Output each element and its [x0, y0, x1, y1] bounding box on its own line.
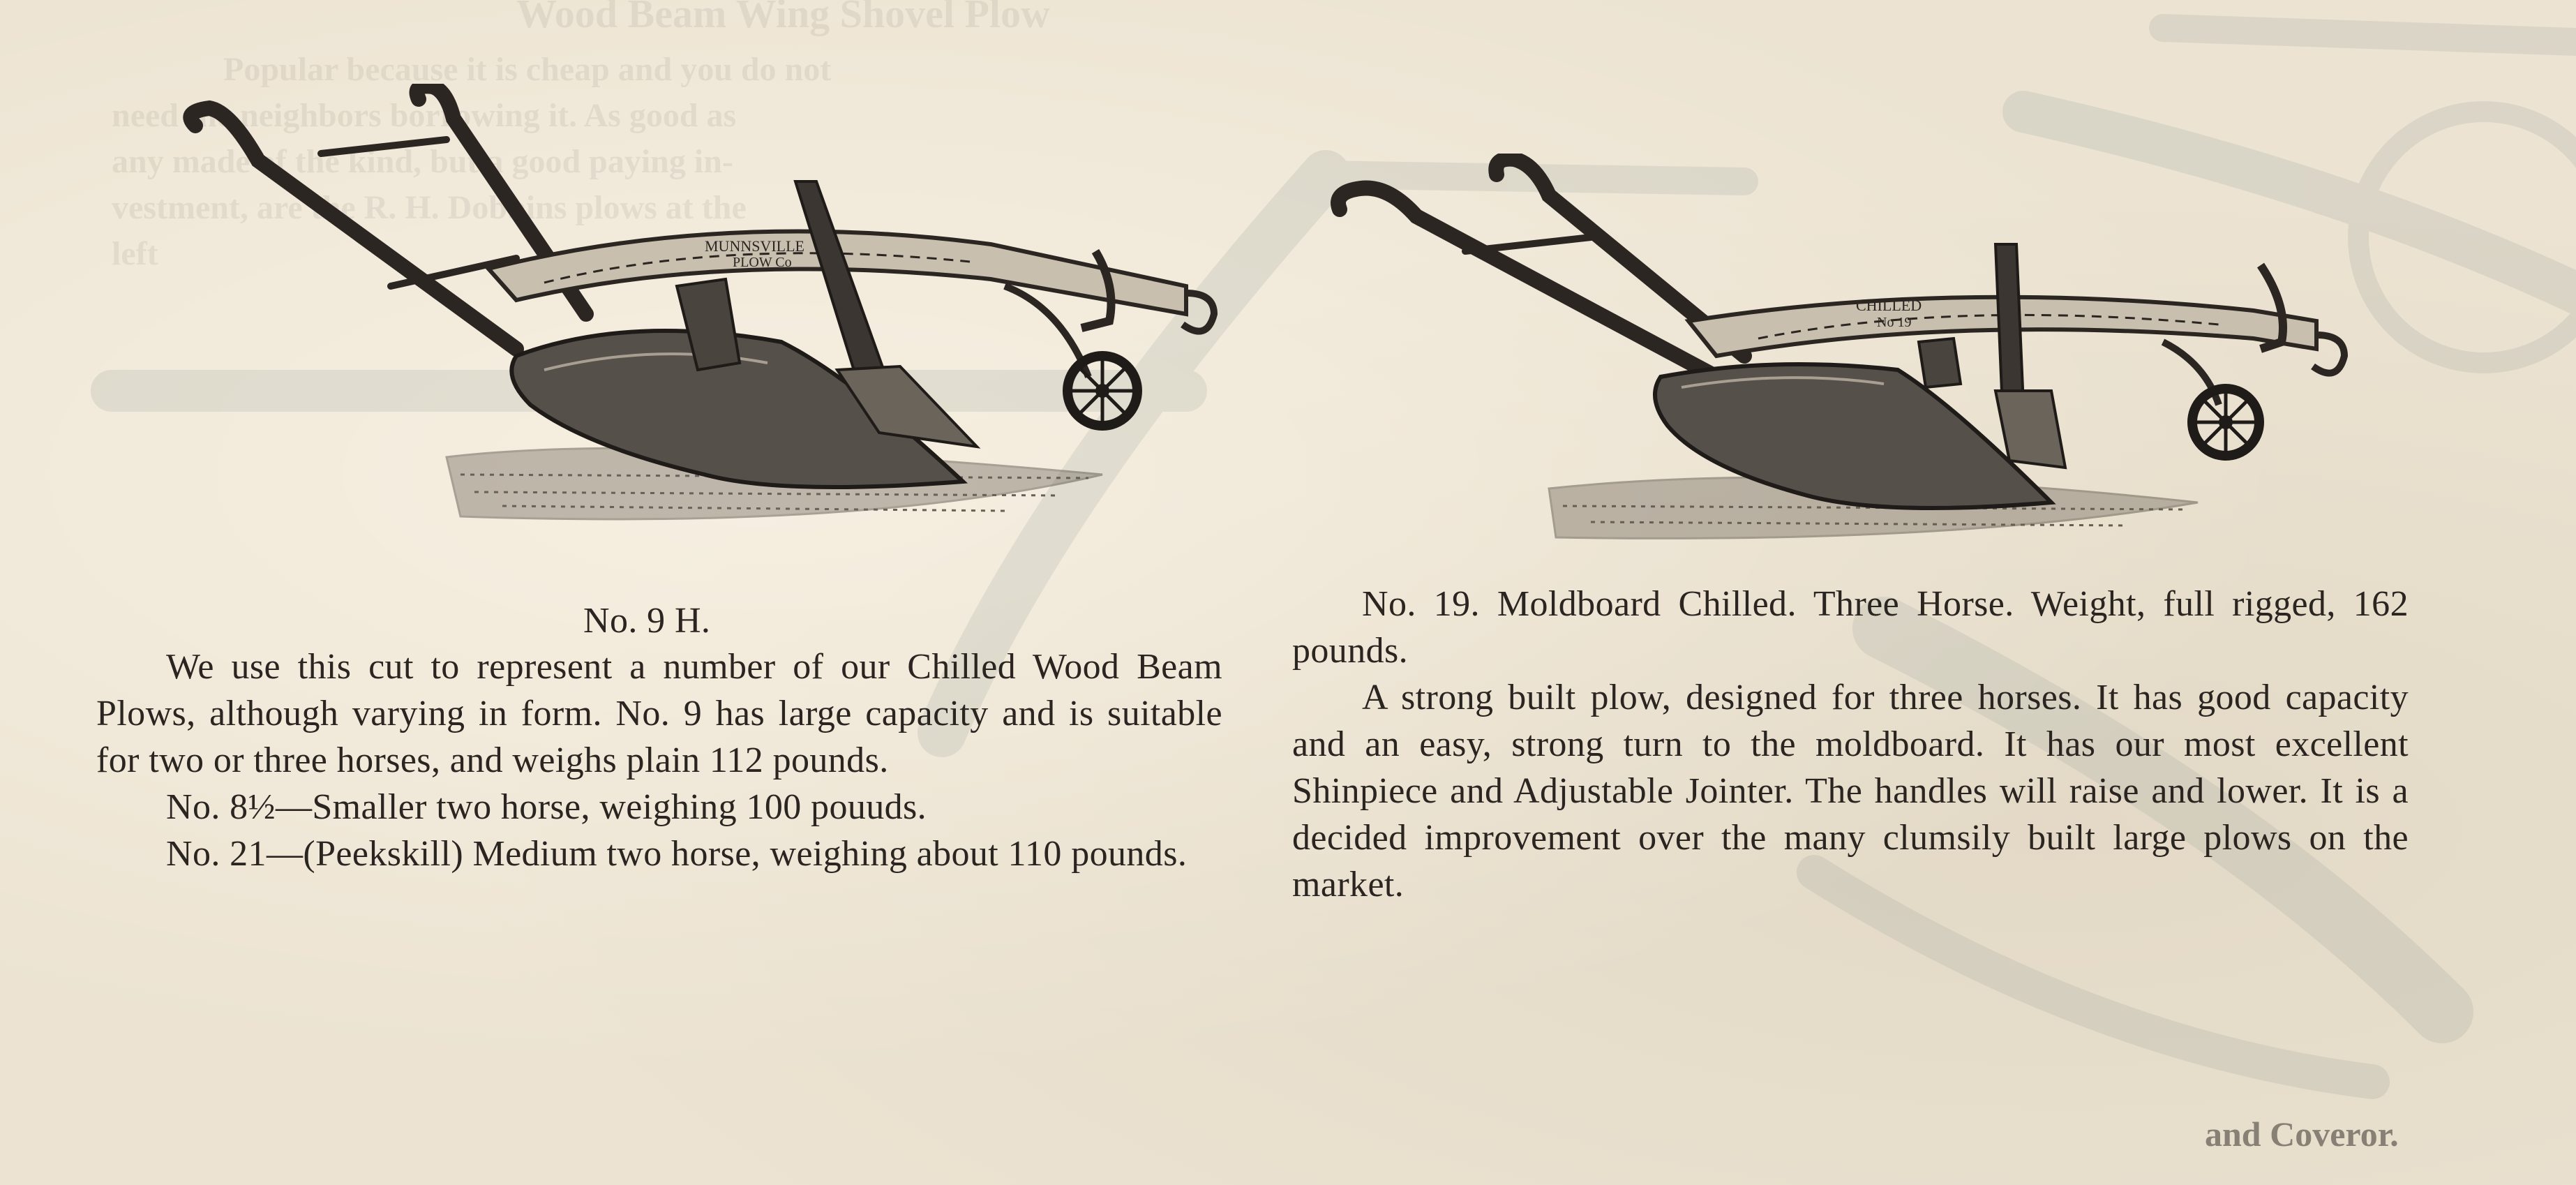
- bleed-through-line: left: [112, 235, 158, 272]
- plow-beam-text: No 19: [1877, 315, 1912, 330]
- plow-beam-text: CHILLED: [1856, 297, 1922, 314]
- right-paragraph: A strong built plow, designed for three horses. It has good capacity and an easy, strong turn to the moldboard. It has our most excellent Shinpiece and Adjustable Jointer. The handles will raise and lower. It is a decided improvement over the many clumsily built large plows on the market.: [1292, 678, 2409, 904]
- caption-no-9h: No. 9 H.: [583, 601, 711, 641]
- right-paragraph: No. 19. Moldboard Chilled. Three Horse. Weight, full rigged, 162 pounds.: [1292, 584, 2409, 671]
- bleed-through-line: Popular because it is cheap and you do not: [223, 51, 832, 88]
- left-column-text: [96, 643, 1222, 877]
- plow-beam-text: MUNNSVILLE: [705, 237, 804, 255]
- bleed-through-line: need the neighbors borrowing it. As good as: [112, 97, 737, 134]
- plow-illustration-no-19: [1326, 154, 2372, 551]
- plow-beam-text: PLOW Co: [733, 255, 792, 270]
- right-column-text: [1292, 581, 2409, 908]
- bleed-through-heading: and Coveror.: [2205, 1115, 2399, 1154]
- bleed-through-heading: Wood Beam Wing Shovel Plow: [516, 0, 1050, 36]
- plow-illustration-no-9h: [98, 84, 1228, 537]
- bleed-through-line: any made of the kind, but a good paying in-: [112, 143, 733, 180]
- left-paragraph: No. 21—(Peekskill) Medium two horse, weighing about 110 pounds.: [166, 834, 1188, 874]
- left-paragraph: We use this cut to represent a number of our Chilled Wood Beam Plows, although varying in form. No. 9 has large capacity and is suitable for two or three horses, and weighs plain 112 pounds.: [96, 647, 1222, 780]
- left-paragraph: No. 8½—Smaller two horse, weighing 100 pouuds.: [166, 787, 927, 827]
- bleed-through-line: vestment, are the R. H. Dobbins plows at the: [112, 189, 747, 226]
